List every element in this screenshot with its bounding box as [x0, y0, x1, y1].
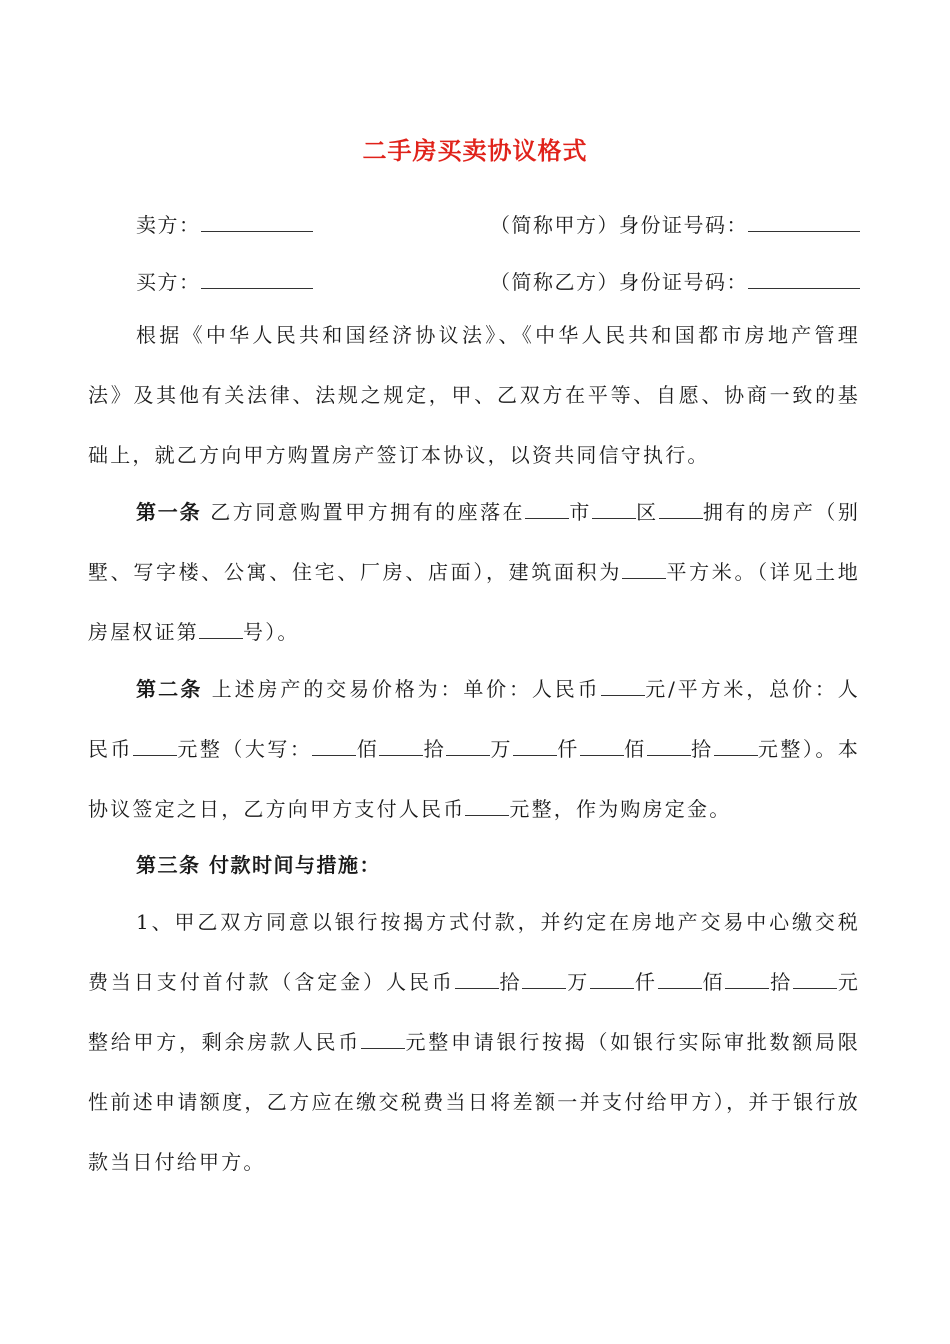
area-blank — [622, 556, 666, 579]
seller-id-label: （简称甲方）身份证号码： — [490, 213, 748, 237]
intro-paragraph: 根据《中华人民共和国经济协议法》、《中华人民共和国都市房地产管理法》及其他有关法律、法规之规定，甲、乙双方在平等、自愿、协商一致的基础上，就乙方向甲方购置房产签订本协议，以资共同信守执行。 — [88, 323, 860, 467]
total-price-blank — [133, 733, 177, 756]
buyer-id-label: （简称乙方）身份证号码： — [490, 270, 748, 294]
article-3-heading: 第三条 付款时间与措施： — [136, 853, 381, 877]
district-blank — [592, 496, 636, 519]
buyer-name-blank — [201, 268, 313, 289]
owner-blank — [659, 496, 703, 519]
seller-id-blank — [748, 211, 860, 232]
certificate-blank — [199, 616, 243, 639]
seller-label: 卖方： — [136, 213, 201, 237]
buyer-id-blank — [748, 268, 860, 289]
article-3-item-1: 1、甲乙双方同意以银行按揭方式付款，并约定在房地产交易中心缴交税费当日支付首付款（含定金）人民币 拾 万 仟 佰 拾 元整给甲方，剩余房款人民币 元整申请银行按揭（如银行实际审批数额局限性前述申请额度，乙方应在缴交税费当日将差额一并支付给甲方），并于银行放款当日付给甲方。 — [88, 910, 861, 1174]
seller-row — [136, 209, 866, 239]
buyer-label: 买方： — [136, 270, 201, 294]
article-2: 第二条 上述房产的交易价格为：单价：人民币 元/平方米，总价：人民币 元整（大写： 佰 拾 万 仟 佰 拾 元整）。本协议签定之日，乙方向甲方支付人民币 元整，作为购房定金。 — [88, 659, 860, 839]
article-1-heading: 第一条 — [136, 500, 202, 524]
buyer-row — [136, 266, 866, 296]
remaining-amount-blank — [361, 1026, 405, 1049]
unit-price-blank — [601, 673, 645, 696]
city-blank — [525, 496, 569, 519]
article-2-heading: 第二条 — [136, 677, 203, 701]
article-1: 第一条 乙方同意购置甲方拥有的座落在 市 区 拥有的房产（别墅、写字楼、公寓、住宅、厂房、店面），建筑面积为 平方米。（详见土地房屋权证第 号）。 — [88, 482, 860, 662]
article-3-heading-line — [88, 835, 860, 895]
deposit-blank — [465, 793, 509, 816]
document-title: 二手房买卖协议格式 — [362, 137, 588, 165]
seller-name-blank — [201, 211, 313, 232]
